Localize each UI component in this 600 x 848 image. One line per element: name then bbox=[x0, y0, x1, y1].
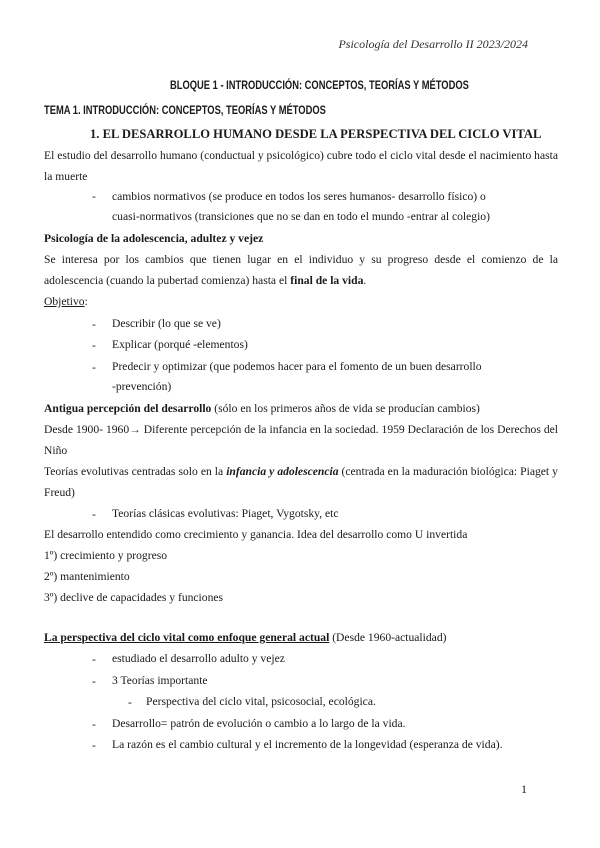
bullet-dash: - bbox=[92, 318, 96, 331]
sub-list-item: Perspectiva del ciclo vital, psicosocial, ecológica. bbox=[146, 695, 376, 708]
list-item: 3 Teorías importante bbox=[112, 674, 208, 687]
stage-item: 1º) crecimiento y progreso bbox=[44, 549, 168, 562]
page-number: 1 bbox=[521, 782, 527, 796]
list-item: Teorías clásicas evolutivas: Piaget, Vygotsky, etc bbox=[112, 507, 339, 520]
block-title: BLOQUE 1 - INTRODUCCIÓN: CONCEPTOS, TEORÍAS Y MÉTODOS bbox=[170, 78, 469, 92]
psico-text: Se interesa por los cambios que tienen lugar en el individuo y su progreso desde el comienzo de la adolescencia (cuando la pubertad comienza) hasta el bbox=[44, 253, 558, 287]
bullet-dash: - bbox=[92, 190, 96, 203]
bullet-dash: - bbox=[92, 739, 96, 752]
list-item: Describir (lo que se ve) bbox=[112, 317, 221, 330]
sub-bullet-dash: - bbox=[128, 696, 132, 709]
list-item: La razón es el cambio cultural y el incremento de la longevidad (esperanza de vida). bbox=[112, 738, 503, 751]
psico-bold-text: final de la vida bbox=[290, 273, 364, 287]
running-header: Psicología del Desarrollo II 2023/2024 bbox=[338, 37, 528, 51]
list-item: Predecir y optimizar (que podemos hacer para el fomento de un buen desarrollo bbox=[112, 360, 482, 373]
list-item-continuation: cuasi-normativos (transiciones que no se dan en todo el mundo -entrar al colegio) bbox=[112, 210, 490, 223]
bullet-dash: - bbox=[92, 508, 96, 521]
perspectiva-heading: La perspectiva del ciclo vital como enfoque general actual bbox=[44, 631, 330, 644]
antigua-line bbox=[44, 399, 480, 420]
list-item: estudiado el desarrollo adulto y vejez bbox=[112, 652, 285, 665]
bullet-dash: - bbox=[92, 339, 96, 352]
psico-paragraph bbox=[44, 250, 558, 291]
antigua-heading: Antigua percepción del desarrollo bbox=[44, 402, 212, 415]
section-heading-1: 1. EL DESARROLLO HUMANO DESDE LA PERSPECTIVA DEL CICLO VITAL bbox=[90, 127, 542, 141]
objetivo-colon: : bbox=[84, 295, 88, 308]
objetivo-line bbox=[44, 292, 88, 313]
psico-heading: Psicología de la adolescencia, adultez y vejez bbox=[44, 232, 264, 245]
list-item: cambios normativos (se produce en todos los seres humanos- desarrollo físico) o bbox=[112, 190, 486, 203]
list-item: Desarrollo= patrón de evolución o cambio a lo largo de la vida. bbox=[112, 717, 406, 730]
bullet-dash: - bbox=[92, 361, 96, 374]
stage-item: 3º) declive de capacidades y funciones bbox=[44, 591, 224, 604]
desde-paragraph: Desde 1900- 1960→ Diferente percepción de la infancia en la sociedad. 1959 Declaración de los Derechos del Niño bbox=[44, 423, 558, 457]
desarrollo-line: El desarrollo entendido como crecimiento y ganancia. Idea del desarrollo como U invertida bbox=[44, 528, 468, 541]
teorias-bold-text: infancia y adolescencia bbox=[226, 465, 339, 478]
psico-period: . bbox=[363, 273, 367, 287]
teorias-text-end: (centrada en la maduración biológica: Piaget y Freud) bbox=[44, 465, 558, 499]
teorias-paragraph bbox=[44, 462, 558, 503]
tema-title: TEMA 1. INTRODUCCIÓN: CONCEPTOS, TEORÍAS Y MÉTODOS bbox=[44, 103, 326, 117]
bullet-dash: - bbox=[92, 718, 96, 731]
intro-paragraph: El estudio del desarrollo humano (conductual y psicológico) cubre todo el ciclo vital desde el nacimiento hasta la muerte bbox=[44, 149, 558, 183]
list-item: Explicar (porqué -elementos) bbox=[112, 338, 248, 351]
objetivo-label: Objetivo bbox=[44, 295, 85, 308]
teorias-text: Teorías evolutivas centradas solo en la bbox=[44, 465, 227, 478]
perspectiva-rest: (Desde 1960-actualidad) bbox=[329, 631, 447, 644]
perspectiva-line bbox=[44, 628, 446, 649]
list-item-continuation: -prevención) bbox=[112, 380, 172, 393]
antigua-rest: (sólo en los primeros años de vida se producían cambios) bbox=[211, 402, 480, 415]
stage-item: 2º) mantenimiento bbox=[44, 570, 130, 583]
bullet-dash: - bbox=[92, 653, 96, 666]
bullet-dash: - bbox=[92, 675, 96, 688]
